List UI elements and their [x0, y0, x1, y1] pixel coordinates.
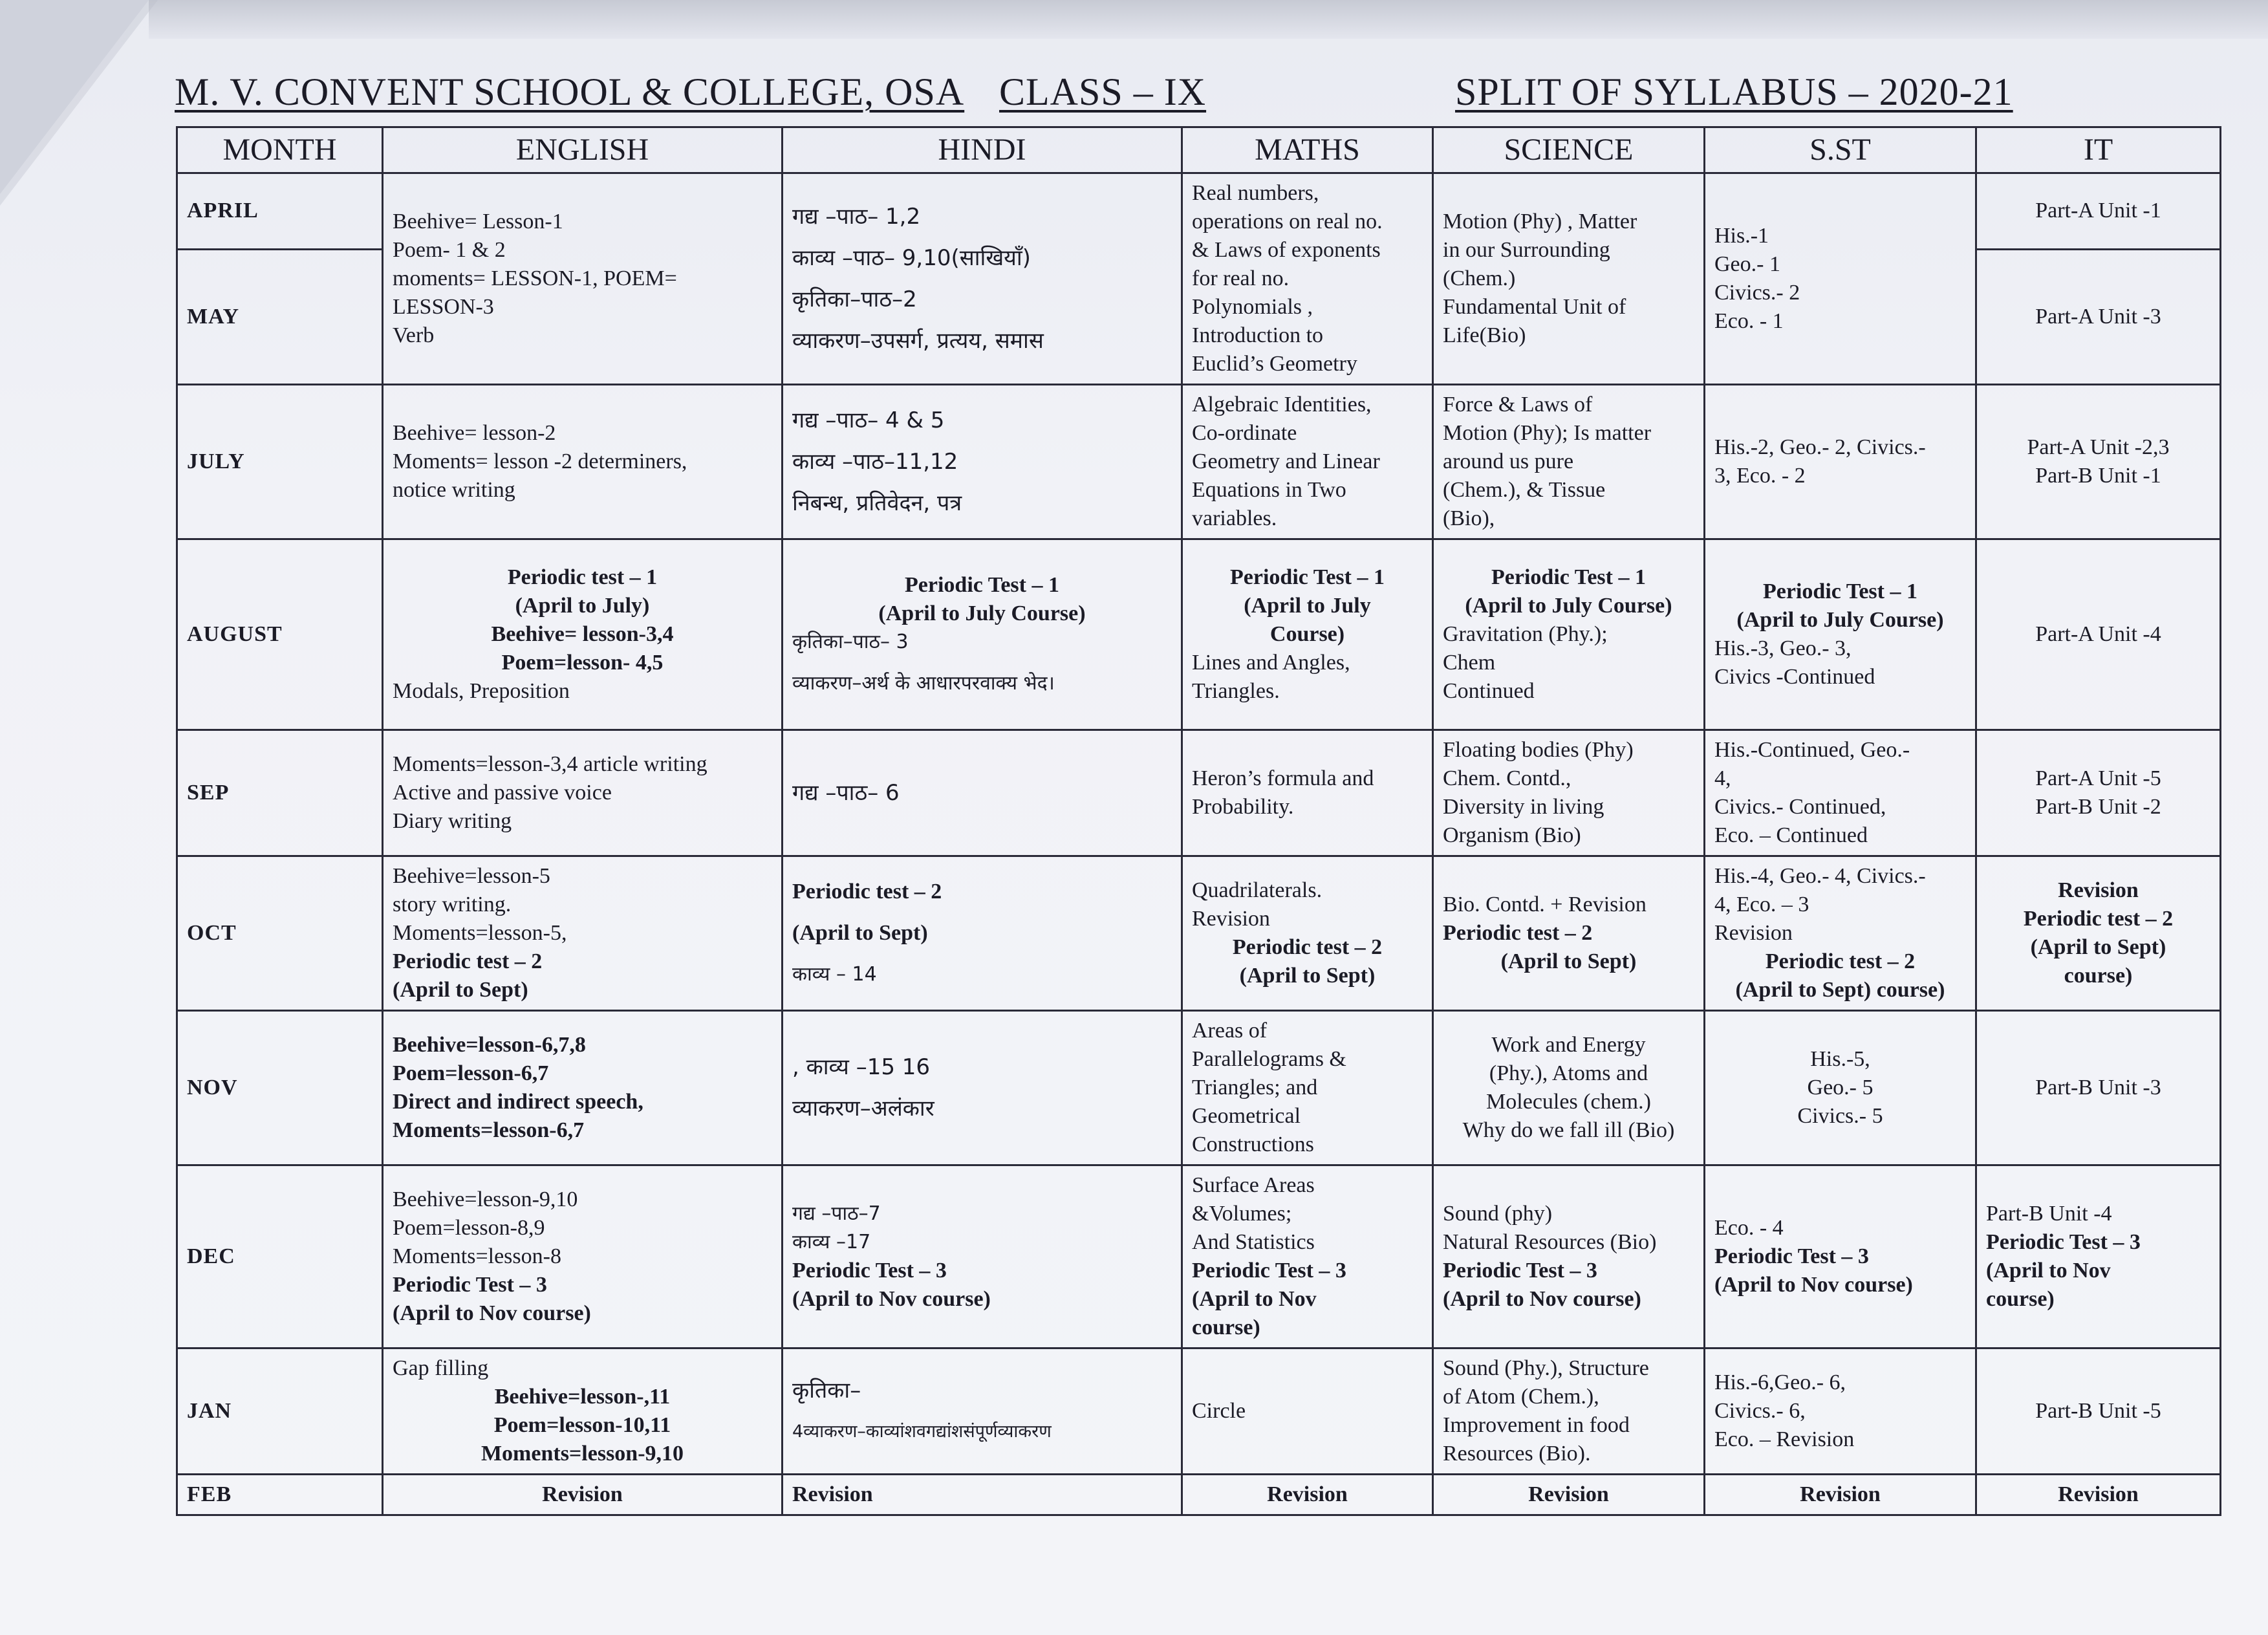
- text-line: Civics.- 5: [1797, 1104, 1883, 1128]
- cell-oct-it: [1976, 856, 2221, 1011]
- cell-oct-sst: [1705, 856, 1976, 1011]
- text-line: 4, Eco. – 3: [1714, 893, 1809, 916]
- text-line: (April to July: [1244, 594, 1371, 618]
- text-line: Algebraic Identities,: [1192, 393, 1372, 417]
- text-line: (April to Nov course): [792, 1287, 991, 1311]
- text-line: Sound (Phy.), Structure: [1443, 1356, 1649, 1380]
- text-line: Periodic test – 2: [792, 880, 942, 904]
- text-line: Beehive=lesson-5: [393, 864, 550, 888]
- text-line: Eco. - 1: [1714, 309, 1784, 333]
- text-line: Periodic test – 2: [2023, 907, 2174, 931]
- cell-dec-it: [1976, 1165, 2221, 1348]
- text-line: Moments=lesson-5,: [393, 921, 567, 945]
- cell-nov-hindi: [783, 1011, 1182, 1165]
- text-line: Diversity in living: [1443, 795, 1604, 819]
- text-line: His.-4, Geo.- 4, Civics.-: [1714, 864, 1926, 888]
- table-row-dec: [177, 1165, 2221, 1348]
- text-line: Part-A Unit -2,3: [2027, 435, 2170, 459]
- text-line: Force & Laws of: [1443, 393, 1593, 417]
- text-line: Direct and indirect speech,: [393, 1090, 643, 1114]
- cell-jan-science: [1433, 1348, 1705, 1475]
- text-line: Improvement in food: [1443, 1413, 1630, 1437]
- syllabus-table: [176, 126, 2221, 1516]
- text-line: Part-B Unit -2: [2035, 795, 2161, 819]
- month-feb: FEB: [177, 1475, 383, 1515]
- text-line: Molecules (chem.): [1486, 1090, 1651, 1114]
- text-line: Moments=lesson-3,4 article writing: [393, 752, 707, 776]
- syllabus-title: SPLIT OF SYLLABUS – 2020-21: [1455, 70, 2013, 113]
- text-line: Periodic Test – 1: [1763, 579, 1917, 603]
- text-line: कृतिका–पाठ–2: [792, 287, 917, 312]
- text-line: Resources (Bio).: [1443, 1442, 1591, 1466]
- text-line: 3, Eco. - 2: [1714, 464, 1806, 488]
- cell-sep-it: [1976, 730, 2221, 856]
- text-line: निबन्ध, प्रतिवेदन, पत्र: [792, 490, 962, 516]
- text-line: Moments=lesson-8: [393, 1244, 561, 1268]
- text-line: story writing.: [393, 893, 512, 916]
- cell-feb-sst: Revision: [1705, 1475, 1976, 1515]
- text-line: Moments= lesson -2 determiners,: [393, 449, 687, 473]
- text-line: व्याकरण–अलंकार: [792, 1096, 934, 1121]
- text-line: & Laws of exponents: [1192, 238, 1381, 262]
- text-line: काव्य –पाठ– 9,10(साखियाँ): [792, 245, 1031, 271]
- text-line: Motion (Phy) , Matter: [1443, 210, 1637, 233]
- text-line: Geo.- 5: [1807, 1076, 1874, 1099]
- month-may: MAY: [177, 249, 383, 384]
- text-line: Part-A Unit -5: [2035, 766, 2161, 790]
- text-line: course): [1986, 1287, 2055, 1311]
- text-line: Work and Energy: [1491, 1033, 1646, 1057]
- text-line: (Chem.): [1443, 266, 1516, 290]
- text-line: Beehive= Lesson-1: [393, 210, 563, 233]
- cell-nov-english: [383, 1011, 783, 1165]
- table-row-oct: [177, 856, 2221, 1011]
- text-line: Surface Areas: [1192, 1173, 1315, 1197]
- text-line: around us pure: [1443, 449, 1574, 473]
- text-line: Life(Bio): [1443, 323, 1526, 347]
- text-line: (April to July Course): [1736, 608, 1944, 632]
- text-line: Fundamental Unit of: [1443, 295, 1626, 319]
- text-line: Quadrilaterals.: [1192, 878, 1323, 902]
- cell-dec-sst: [1705, 1165, 1976, 1348]
- text-line: कृतिका–: [792, 1378, 861, 1403]
- col-header-english: ENGLISH: [383, 127, 783, 173]
- text-line: Introduction to: [1192, 323, 1324, 347]
- cell-august-science: [1433, 539, 1705, 730]
- text-line: व्याकरण–अर्थ के आधारपरवाक्य भेद।: [792, 672, 1055, 695]
- text-line: काव्य –पाठ–11,12: [792, 449, 958, 475]
- cell-nov-it: Part-B Unit -3: [1976, 1011, 2221, 1165]
- table-row-nov: [177, 1011, 2221, 1165]
- text-line: &Volumes;: [1192, 1202, 1292, 1226]
- text-line: काव्य –17: [792, 1231, 871, 1253]
- text-line: (Chem.), & Tissue: [1443, 478, 1606, 502]
- cell-august-english: [383, 539, 783, 730]
- col-header-it: IT: [1976, 127, 2221, 173]
- table-row-jan: [177, 1348, 2221, 1475]
- cell-jan-hindi: [783, 1348, 1182, 1475]
- text-line: Triangles; and: [1192, 1076, 1318, 1099]
- table-row-feb: [177, 1475, 2221, 1515]
- cell-august-hindi: [783, 539, 1182, 730]
- text-line: गद्य –पाठ–7: [792, 1202, 881, 1225]
- cell-july-science: [1433, 385, 1705, 539]
- text-line: 4व्याकरण–काव्यांशवगद्यांशसंपूर्णव्याकरण: [792, 1422, 1052, 1442]
- text-line: Revision: [1714, 921, 1793, 945]
- month-oct: OCT: [177, 856, 383, 1011]
- text-line: Periodic test – 2: [1443, 921, 1593, 945]
- text-line: Part-B Unit -1: [2035, 464, 2161, 488]
- text-line: Eco. – Revision: [1714, 1427, 1855, 1451]
- col-header-month: MONTH: [177, 127, 383, 173]
- text-line: Periodic Test – 3: [1714, 1244, 1869, 1268]
- text-line: variables.: [1192, 506, 1277, 530]
- text-line: And Statistics: [1192, 1230, 1315, 1254]
- text-line: (April to Sept): [1500, 949, 1637, 973]
- text-line: Geometrical: [1192, 1104, 1301, 1128]
- cell-july-hindi: [783, 385, 1182, 539]
- text-line: Polynomials ,: [1192, 295, 1313, 319]
- text-line: His.-5,: [1810, 1047, 1870, 1071]
- text-line: Moments=lesson-9,10: [481, 1442, 684, 1466]
- text-line: Civics -Continued: [1714, 665, 1875, 689]
- text-line: गद्य –पाठ– 1,2: [792, 204, 921, 230]
- folded-corner: [0, 0, 149, 194]
- text-line: (April to Nov: [1986, 1259, 2111, 1283]
- col-header-sst: S.ST: [1705, 127, 1976, 173]
- text-line: (April to Nov course): [393, 1301, 591, 1325]
- cell-nov-maths: [1182, 1011, 1433, 1165]
- col-header-science: SCIENCE: [1433, 127, 1705, 173]
- text-line: Poem=lesson- 4,5: [501, 651, 664, 675]
- class-label: CLASS – IX: [999, 70, 1207, 113]
- text-line: Civics.- 2: [1714, 281, 1800, 305]
- text-line: Natural Resources (Bio): [1443, 1230, 1657, 1254]
- text-line: His.-3, Geo.- 3,: [1714, 636, 1852, 660]
- text-line: Chem: [1443, 651, 1496, 675]
- cell-aprmay-hindi: [783, 173, 1182, 385]
- cell-oct-english: [383, 856, 783, 1011]
- text-line: Why do we fall ill (Bio): [1462, 1118, 1675, 1142]
- text-line: Beehive= lesson-2: [393, 421, 556, 445]
- cell-sep-sst: [1705, 730, 1976, 856]
- text-line: Part-B Unit -4: [1986, 1202, 2112, 1226]
- text-line: Beehive=lesson-,11: [494, 1385, 671, 1409]
- text-line: operations on real no.: [1192, 210, 1383, 233]
- text-line: Civics.- 6,: [1714, 1399, 1806, 1423]
- cell-sep-science: [1433, 730, 1705, 856]
- text-line: (April to Sept): [2030, 935, 2166, 959]
- text-line: Euclid’s Geometry: [1192, 352, 1357, 376]
- text-line: His.-6,Geo.- 6,: [1714, 1370, 1846, 1394]
- text-line: LESSON-3: [393, 295, 494, 319]
- text-line: Sound (phy): [1443, 1202, 1553, 1226]
- text-line: Heron’s formula and: [1192, 766, 1374, 790]
- text-line: Periodic Test – 3: [792, 1259, 947, 1283]
- cell-feb-it: Revision: [1976, 1475, 2221, 1515]
- text-line: (April to Nov course): [1714, 1273, 1913, 1297]
- school-name: M. V. CONVENT SCHOOL & COLLEGE, OSA: [175, 70, 965, 113]
- month-sep: SEP: [177, 730, 383, 856]
- text-line: Lines and Angles,: [1192, 651, 1350, 675]
- cell-nov-science: [1433, 1011, 1705, 1165]
- cell-aprmay-english: [383, 173, 783, 385]
- text-line: (April to July Course): [878, 601, 1086, 625]
- text-line: Poem=lesson-10,11: [493, 1413, 671, 1437]
- text-line: (Phy.), Atoms and: [1489, 1061, 1648, 1085]
- text-line: moments= LESSON-1, POEM=: [393, 266, 677, 290]
- text-line: Constructions: [1192, 1132, 1314, 1156]
- cell-nov-sst: [1705, 1011, 1976, 1165]
- text-line: Periodic Test – 1: [1230, 565, 1385, 589]
- text-line: Floating bodies (Phy): [1443, 738, 1634, 762]
- cell-jan-it: Part-B Unit -5: [1976, 1348, 2221, 1475]
- text-line: Periodic Test – 3: [1192, 1259, 1346, 1283]
- text-line: Areas of: [1192, 1019, 1268, 1043]
- text-line: (April to July Course): [1465, 594, 1672, 618]
- text-line: Course): [1269, 622, 1345, 646]
- text-line: Modals, Preposition: [393, 679, 570, 703]
- text-line: Chem. Contd.,: [1443, 766, 1571, 790]
- text-line: (April to Sept) course): [1735, 978, 1945, 1002]
- text-line: His.-1: [1714, 224, 1769, 248]
- text-line: (April to Sept): [1239, 964, 1376, 988]
- table-row-april: [177, 173, 2221, 250]
- text-line: Poem- 1 & 2: [393, 238, 506, 262]
- cell-august-sst: [1705, 539, 1976, 730]
- cell-july-sst: [1705, 385, 1976, 539]
- text-line: (April to July): [515, 594, 650, 618]
- text-line: Beehive=lesson-9,10: [393, 1187, 578, 1211]
- text-line: Organism (Bio): [1443, 823, 1581, 847]
- text-line: Geo.- 1: [1714, 252, 1780, 276]
- text-line: (April to Nov course): [1443, 1287, 1641, 1311]
- text-line: Active and passive voice: [393, 781, 612, 805]
- document-header: [175, 70, 2013, 122]
- cell-may-it: Part-A Unit -3: [1976, 249, 2221, 384]
- cell-oct-science: [1433, 856, 1705, 1011]
- cell-jan-maths: Circle: [1182, 1348, 1433, 1475]
- text-line: in our Surrounding: [1443, 238, 1610, 262]
- month-jan: JAN: [177, 1348, 383, 1475]
- text-line: Civics.- Continued,: [1714, 795, 1886, 819]
- scan-shadow-band: [149, 0, 2268, 39]
- col-header-hindi: HINDI: [783, 127, 1182, 173]
- text-line: Co-ordinate: [1192, 421, 1297, 445]
- cell-aprmay-maths: [1182, 173, 1433, 385]
- cell-feb-maths: Revision: [1182, 1475, 1433, 1515]
- text-line: Periodic Test – 3: [1986, 1230, 2141, 1254]
- cell-feb-english: Revision: [383, 1475, 783, 1515]
- cell-sep-hindi: गद्य –पाठ– 6: [783, 730, 1182, 856]
- text-line: Probability.: [1192, 795, 1294, 819]
- month-july: JULY: [177, 385, 383, 539]
- text-line: Motion (Phy); Is matter: [1443, 421, 1652, 445]
- text-line: Continued: [1443, 679, 1535, 703]
- table-row-august: [177, 539, 2221, 730]
- cell-dec-hindi: [783, 1165, 1182, 1348]
- text-line: Equations in Two: [1192, 478, 1346, 502]
- text-line: Periodic Test – 3: [1443, 1259, 1597, 1283]
- cell-feb-science: Revision: [1433, 1475, 1705, 1515]
- text-line: Gravitation (Phy.);: [1443, 622, 1608, 646]
- cell-august-it: Part-A Unit -4: [1976, 539, 2221, 730]
- cell-dec-english: [383, 1165, 783, 1348]
- text-line: Revision: [2058, 878, 2139, 902]
- table-header-row: [177, 127, 2221, 173]
- table-row-july: [177, 385, 2221, 539]
- cell-july-maths: [1182, 385, 1433, 539]
- cell-aprmay-sst: [1705, 173, 1976, 385]
- text-line: Gap filling: [393, 1356, 489, 1380]
- cell-jan-sst: [1705, 1348, 1976, 1475]
- cell-august-maths: [1182, 539, 1433, 730]
- text-line: (April to Sept): [792, 921, 928, 945]
- text-line: Parallelograms &: [1192, 1047, 1346, 1071]
- text-line: of Atom (Chem.),: [1443, 1385, 1599, 1409]
- text-line: Bio. Contd. + Revision: [1443, 893, 1647, 916]
- cell-july-it: [1976, 385, 2221, 539]
- text-line: 4,: [1714, 766, 1731, 790]
- text-line: Periodic Test – 3: [393, 1273, 547, 1297]
- cell-dec-maths: [1182, 1165, 1433, 1348]
- text-line: Real numbers,: [1192, 181, 1319, 205]
- cell-dec-science: [1433, 1165, 1705, 1348]
- cell-sep-english: [383, 730, 783, 856]
- text-line: व्याकरण–उपसर्ग, प्रत्यय, समास: [792, 328, 1044, 354]
- text-line: (April to Nov: [1192, 1287, 1317, 1311]
- cell-oct-hindi: [783, 856, 1182, 1011]
- cell-july-english: [383, 385, 783, 539]
- text-line: Poem=lesson-6,7: [393, 1061, 549, 1085]
- text-line: Verb: [393, 323, 435, 347]
- cell-oct-maths: [1182, 856, 1433, 1011]
- text-line: Beehive=lesson-6,7,8: [393, 1033, 586, 1057]
- text-line: Diary writing: [393, 809, 512, 833]
- text-line: Geometry and Linear: [1192, 449, 1380, 473]
- text-line: Beehive= lesson-3,4: [491, 622, 674, 646]
- text-line: Moments=lesson-6,7: [393, 1118, 585, 1142]
- month-dec: DEC: [177, 1165, 383, 1348]
- text-line: His.-Continued, Geo.-: [1714, 738, 1910, 762]
- text-line: Periodic Test – 1: [1491, 565, 1646, 589]
- text-line: Periodic test – 2: [393, 949, 543, 973]
- text-line: course): [1192, 1316, 1260, 1339]
- text-line: Revision: [1192, 907, 1270, 931]
- cell-april-it: Part-A Unit -1: [1976, 173, 2221, 250]
- month-april: APRIL: [177, 173, 383, 250]
- text-line: Periodic Test – 1: [905, 573, 1059, 597]
- table-row-sep: [177, 730, 2221, 856]
- text-line: (April to Sept): [393, 978, 528, 1002]
- cell-feb-hindi: Revision: [783, 1475, 1182, 1515]
- text-line: notice writing: [393, 478, 515, 502]
- text-line: for real no.: [1192, 266, 1290, 290]
- cell-jan-english: [383, 1348, 783, 1475]
- text-line: (Bio),: [1443, 506, 1495, 530]
- text-line: Poem=lesson-8,9: [393, 1216, 545, 1240]
- cell-sep-maths: [1182, 730, 1433, 856]
- month-nov: NOV: [177, 1011, 383, 1165]
- col-header-maths: MATHS: [1182, 127, 1433, 173]
- text-line: Periodic test – 1: [507, 565, 658, 589]
- text-line: , काव्य –15 16: [792, 1054, 931, 1080]
- cell-aprmay-science: [1433, 173, 1705, 385]
- text-line: गद्य –पाठ– 4 & 5: [792, 407, 945, 433]
- text-line: Periodic test – 2: [1765, 949, 1916, 973]
- text-line: course): [2064, 964, 2133, 988]
- text-line: Periodic test – 2: [1232, 935, 1383, 959]
- text-line: Triangles.: [1192, 679, 1280, 703]
- text-line: कृतिका–पाठ– 3: [792, 631, 909, 653]
- month-august: AUGUST: [177, 539, 383, 730]
- text-line: काव्य – 14: [792, 963, 877, 986]
- text-line: Eco. – Continued: [1714, 823, 1868, 847]
- text-line: His.-2, Geo.- 2, Civics.-: [1714, 435, 1926, 459]
- text-line: Eco. - 4: [1714, 1216, 1784, 1240]
